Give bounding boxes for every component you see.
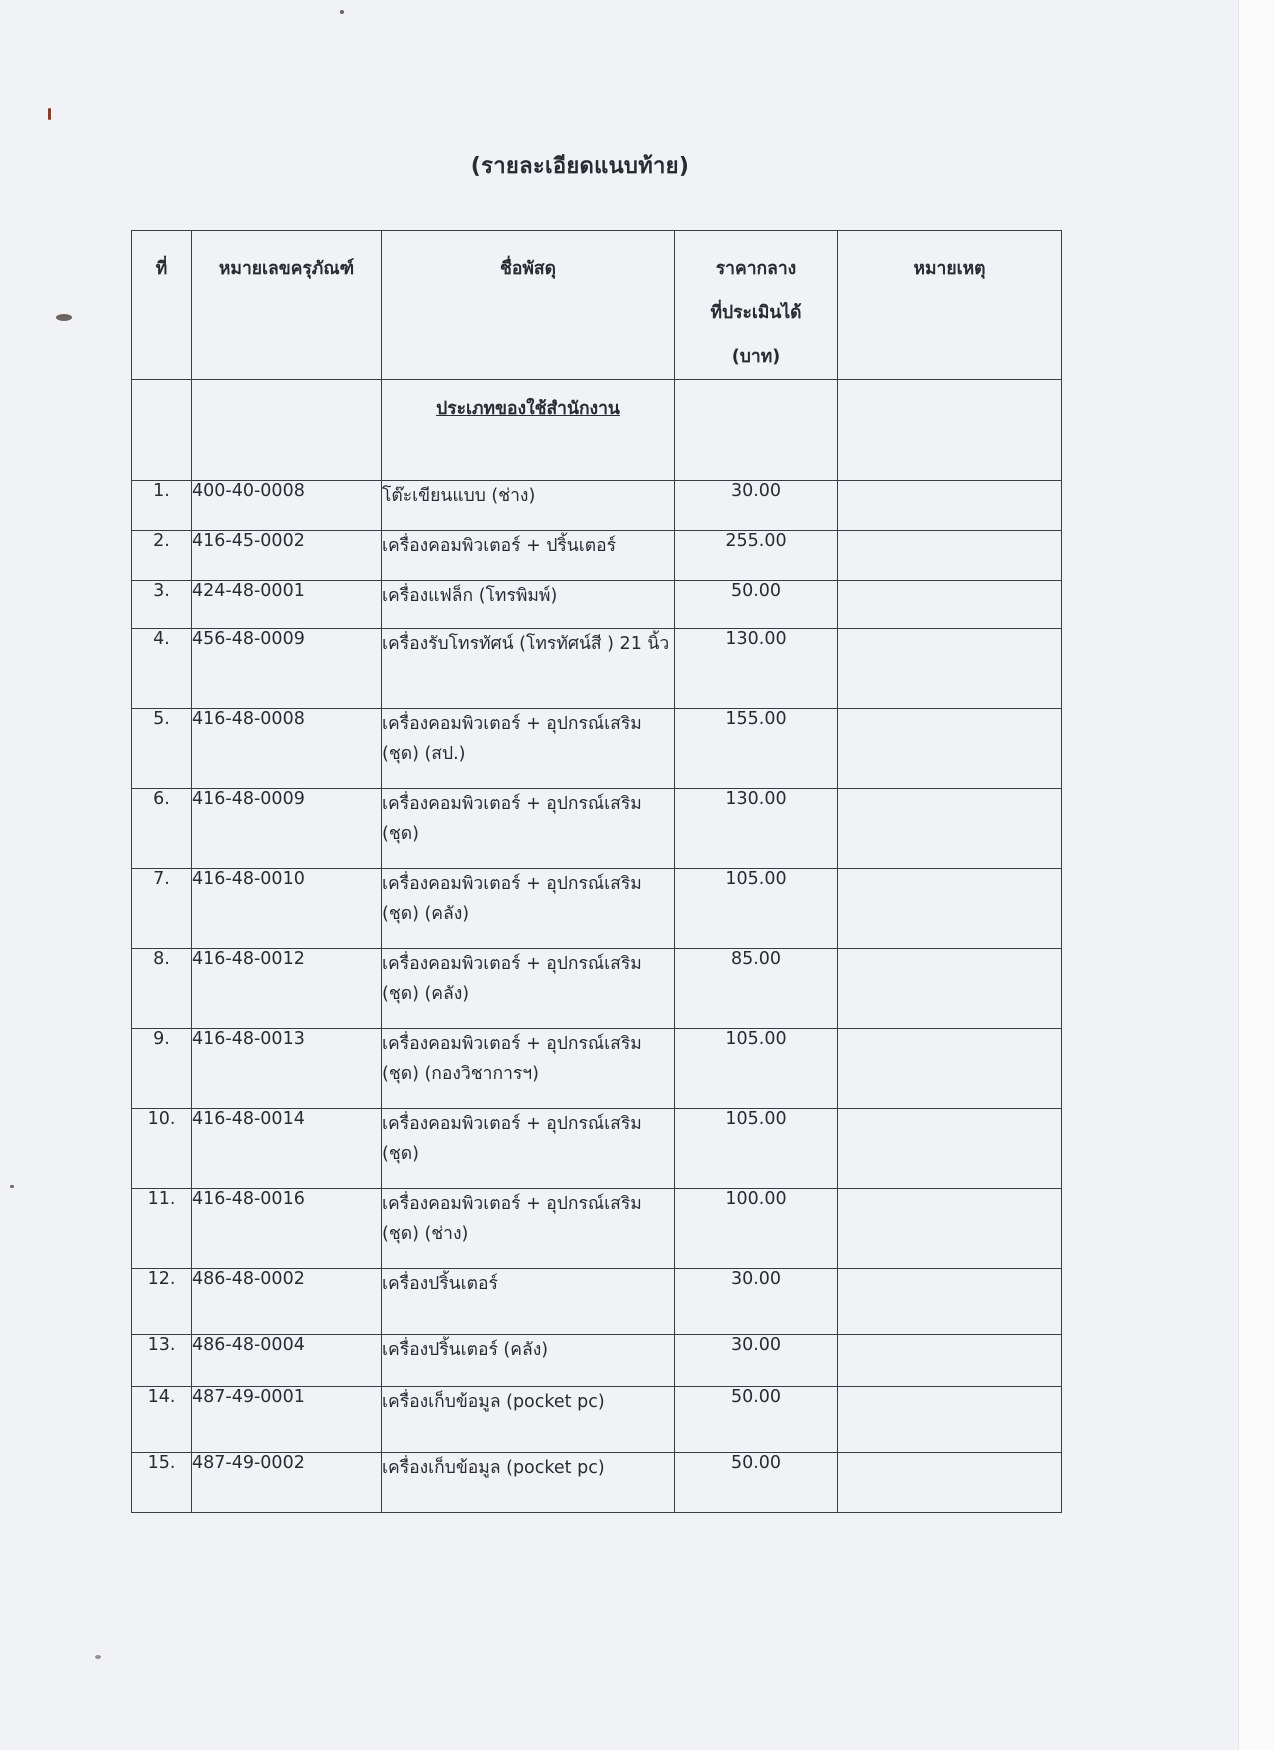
scan-speck (340, 10, 344, 14)
row-note (838, 789, 1062, 869)
page-title: (รายละเอียดแนบท้าย) (470, 154, 690, 179)
row-price: 50.00 (675, 581, 838, 629)
category-row (132, 380, 1062, 481)
row-price: 255.00 (675, 531, 838, 581)
row-no: 6. (132, 789, 192, 869)
table-header-row (132, 231, 1062, 380)
row-price: 130.00 (675, 629, 838, 709)
row-no: 7. (132, 869, 192, 949)
row-item-name: เครื่องคอมพิวเตอร์ + อุปกรณ์เสริม (ชุด) (382, 1109, 675, 1189)
row-item-name: เครื่องแฟล็ก (โทรพิมพ์) (382, 581, 675, 629)
row-asset-code: 400-40-0008 (192, 481, 382, 531)
header-note: หมายเหตุ (838, 231, 1062, 380)
row-no: 4. (132, 629, 192, 709)
scan-speck (56, 314, 72, 321)
table-row (132, 1189, 1062, 1269)
row-item-name: โต๊ะเขียนแบบ (ช่าง) (382, 481, 675, 531)
row-item-name: เครื่องคอมพิวเตอร์ + อุปกรณ์เสริม (ชุด) (กองวิชาการฯ) (382, 1029, 675, 1109)
table-row (132, 1109, 1062, 1189)
header-price-line3: (บาท) (731, 347, 781, 367)
table-row (132, 869, 1062, 949)
row-price: 155.00 (675, 709, 838, 789)
row-asset-code: 416-48-0008 (192, 709, 382, 789)
category-code-cell (192, 380, 382, 481)
row-asset-code: 416-48-0010 (192, 869, 382, 949)
table-row (132, 949, 1062, 1029)
table-row (132, 629, 1062, 709)
row-asset-code: 416-48-0016 (192, 1189, 382, 1269)
row-price: 50.00 (675, 1387, 838, 1453)
row-asset-code: 416-48-0012 (192, 949, 382, 1029)
row-note (838, 481, 1062, 531)
row-price: 50.00 (675, 1453, 838, 1513)
row-no: 10. (132, 1109, 192, 1189)
row-price: 30.00 (675, 1335, 838, 1387)
row-asset-code: 456-48-0009 (192, 629, 382, 709)
row-price: 30.00 (675, 1269, 838, 1335)
row-item-name: เครื่องเก็บข้อมูล (pocket pc) (382, 1453, 675, 1513)
row-note (838, 1109, 1062, 1189)
row-asset-code: 486-48-0004 (192, 1335, 382, 1387)
category-note-cell (838, 380, 1062, 481)
row-price: 105.00 (675, 1109, 838, 1189)
asset-table (131, 230, 1062, 1513)
row-item-name: เครื่องคอมพิวเตอร์ + อุปกรณ์เสริม (ชุด) (คลัง) (382, 949, 675, 1029)
row-no: 8. (132, 949, 192, 1029)
row-note (838, 581, 1062, 629)
row-note (838, 709, 1062, 789)
row-no: 5. (132, 709, 192, 789)
row-note (838, 1453, 1062, 1513)
row-note (838, 1189, 1062, 1269)
row-price: 105.00 (675, 869, 838, 949)
row-item-name: เครื่องรับโทรทัศน์ (โทรทัศน์สี ) 21 นิ้ว (382, 629, 675, 709)
row-item-name: เครื่องคอมพิวเตอร์ + อุปกรณ์เสริม (ชุด) (382, 789, 675, 869)
header-asset-code: หมายเลขครุภัณฑ์ (192, 231, 382, 380)
scan-speck (48, 108, 51, 120)
row-asset-code: 486-48-0002 (192, 1269, 382, 1335)
table-row (132, 581, 1062, 629)
row-item-name: เครื่องคอมพิวเตอร์ + อุปกรณ์เสริม (ชุด) (สป.) (382, 709, 675, 789)
row-asset-code: 416-48-0013 (192, 1029, 382, 1109)
table-row (132, 1387, 1062, 1453)
row-note (838, 1269, 1062, 1335)
category-no-cell (132, 380, 192, 481)
table-row (132, 789, 1062, 869)
row-item-name: เครื่องคอมพิวเตอร์ + ปริ้นเตอร์ (382, 531, 675, 581)
row-item-name: เครื่องปริ้นเตอร์ (คลัง) (382, 1335, 675, 1387)
row-asset-code: 487-49-0001 (192, 1387, 382, 1453)
header-price (675, 231, 838, 380)
row-no: 2. (132, 531, 192, 581)
row-item-name: เครื่องคอมพิวเตอร์ + อุปกรณ์เสริม (ชุด) (คลัง) (382, 869, 675, 949)
row-price: 30.00 (675, 481, 838, 531)
row-asset-code: 416-45-0002 (192, 531, 382, 581)
row-item-name: เครื่องปริ้นเตอร์ (382, 1269, 675, 1335)
row-note (838, 949, 1062, 1029)
row-no: 14. (132, 1387, 192, 1453)
row-item-name: เครื่องเก็บข้อมูล (pocket pc) (382, 1387, 675, 1453)
header-price-line2: ที่ประเมินได้ (710, 303, 802, 323)
scan-speck (10, 1185, 14, 1188)
row-no: 12. (132, 1269, 192, 1335)
row-asset-code: 424-48-0001 (192, 581, 382, 629)
page-edge (1238, 0, 1275, 1750)
header-item-name: ชื่อพัสดุ (382, 231, 675, 380)
row-note (838, 629, 1062, 709)
row-no: 1. (132, 481, 192, 531)
table-row (132, 1453, 1062, 1513)
table-row (132, 1335, 1062, 1387)
row-price: 105.00 (675, 1029, 838, 1109)
row-item-name: เครื่องคอมพิวเตอร์ + อุปกรณ์เสริม (ชุด) (ช่าง) (382, 1189, 675, 1269)
table-row (132, 709, 1062, 789)
category-price-cell (675, 380, 838, 481)
row-no: 15. (132, 1453, 192, 1513)
row-price: 85.00 (675, 949, 838, 1029)
row-note (838, 1387, 1062, 1453)
row-note (838, 531, 1062, 581)
row-asset-code: 416-48-0009 (192, 789, 382, 869)
row-note (838, 1029, 1062, 1109)
table-row (132, 1029, 1062, 1109)
row-note (838, 869, 1062, 949)
row-asset-code: 487-49-0002 (192, 1453, 382, 1513)
row-no: 13. (132, 1335, 192, 1387)
header-no: ที่ (132, 231, 192, 380)
row-price: 130.00 (675, 789, 838, 869)
table-row (132, 1269, 1062, 1335)
scan-speck (95, 1655, 101, 1659)
category-label: ประเภทของใช้สำนักงาน (382, 380, 675, 481)
row-asset-code: 416-48-0014 (192, 1109, 382, 1189)
row-note (838, 1335, 1062, 1387)
header-price-line1: ราคากลาง (715, 259, 797, 279)
row-no: 11. (132, 1189, 192, 1269)
row-no: 3. (132, 581, 192, 629)
row-no: 9. (132, 1029, 192, 1109)
table-row (132, 531, 1062, 581)
table-row (132, 481, 1062, 531)
row-price: 100.00 (675, 1189, 838, 1269)
